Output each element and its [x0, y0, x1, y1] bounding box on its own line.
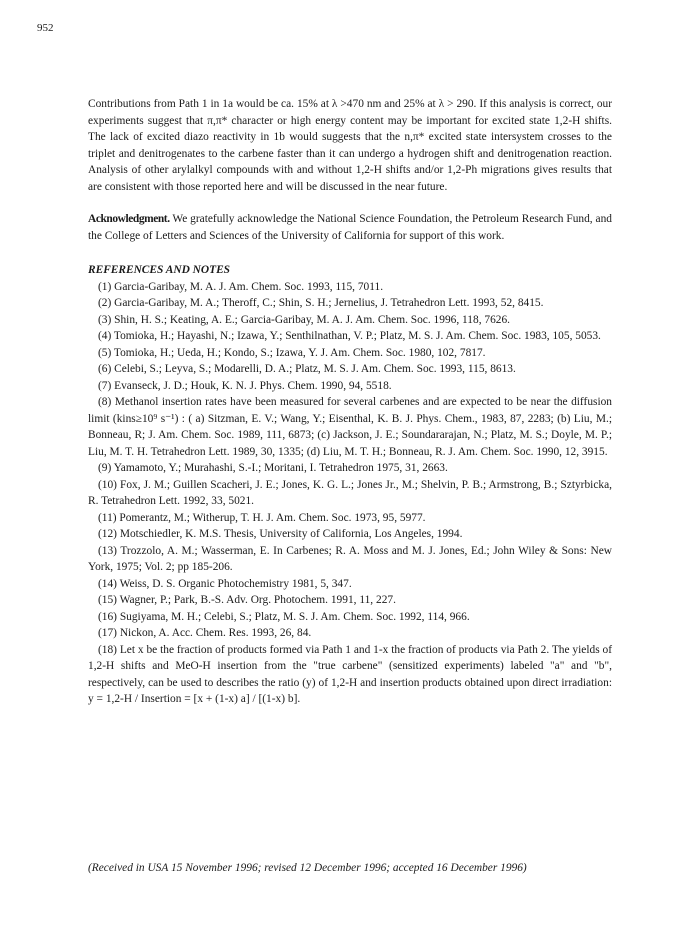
article-body [88, 96, 612, 708]
reference-item: (15) Wagner, P.; Park, B.-S. Adv. Org. Photochem. 1991, 11, 227. [98, 594, 396, 606]
page-number: 952 [37, 22, 54, 34]
reference-item: (1) Garcia-Garibay, M. A. J. Am. Chem. Soc. 1993, 115, 7011. [98, 280, 384, 293]
reference-item: (13) Trozzolo, A. M.; Wasserman, E. In Carbenes; R. A. Moss and M. J. Jones, Ed.; John Wiley & Sons: New York, 1975; Vol. 2; pp 185-206. [88, 544, 612, 573]
reference-item: (7) Evanseck, J. D.; Houk, K. N. J. Phys. Chem. 1990, 94, 5518. [98, 379, 392, 392]
reference-item: (6) Celebi, S.; Leyva, S.; Modarelli, D. A.; Platz, M. S. J. Am. Chem. Soc. 1993, 115, 8613. [98, 363, 516, 375]
reference-item: (12) Motschiedler, K. M.S. Thesis, University of California, Los Angeles, 1994. [98, 528, 463, 540]
reference-item: (11) Pomerantz, M.; Witherup, T. H. J. Am. Chem. Soc. 1973, 95, 5977. [98, 511, 426, 524]
body-paragraph: Contributions from Path 1 in 1a would be ca. 15% at λ >470 nm and 25% at λ > 290. If this analysis is correct, our experiments suggest that π,π* character or high energy content may be important for excited state 1,2-H shifts. The lack of excited diazo reactivity in 1b would suggests that the n,π* excited state intersystem crosses to the triplet and denitrogenates to the carbene faster than it can undergo a hydrogen shift and denitrogenation reaction. Analysis of other arylalkyl compounds with and without 1,2-H shifts and/or 1,2-Ph migrations gives results that are consistent with those reported here and will be discussed in the near future. [88, 98, 612, 193]
reference-item: (8) Methanol insertion rates have been measured for several carbenes and are expected to be near the diffusion limit (kins≥10⁹ s⁻¹) : ( a) Sitzman, E. V.; Wang, Y.; Eisenthal, K. B. J. Phys. Chem., 1983, 87, 2283; (b) Liu, M.; Bonneau, R; J. Am. Chem. Soc. 1989, 111, 6873; (c) Jackson, J. E.; Soundararajan, N.; Platz, M. S.; Doyle, M. P.; Liu, M. T. H. Tetrahedron Lett. 1989, 30, 1335; (d) Liu, M. T. H.; Bonneau, R. J. Am. Chem. Soc. 1990, 12, 3915. [88, 396, 612, 458]
reference-list [88, 279, 612, 708]
reference-item: (3) Shin, H. S.; Keating, A. E.; Garcia-Garibay, M. A. J. Am. Chem. Soc. 1996, 118, 7626. [98, 313, 511, 326]
reference-item: (2) Garcia-Garibay, M. A.; Theroff, C.; Shin, S. H.; Jernelius, J. Tetrahedron Lett. 1993, 52, 8415. [98, 297, 544, 309]
reference-item: (10) Fox, J. M.; Guillen Scacheri, J. E.; Jones, K. G. L.; Jones Jr., M.; Shelvin, P. B.; Armstrong, B.; Sztyrbicka, R. Tetrahedron Lett. 1992, 33, 5021. [88, 478, 612, 507]
reference-item: (17) Nickon, A. Acc. Chem. Res. 1993, 26, 84. [98, 627, 312, 639]
references-heading: REFERENCES AND NOTES [88, 264, 231, 276]
reference-item: (18) Let x be the fraction of products formed via Path 1 and 1-x the fraction of products via Path 2. The yields of 1,2-H shifts and MeO-H insertion from the "true carbene" (sensitized experiments) labeled "a" and "b", respectively, can be used to describes the ratio (y) of 1,2-H and insertion products obtained upon direct irradiation: y = 1,2-H / Insertion = [x + (1-x) a] / [(1-x) b]. [88, 643, 612, 705]
acknowledgment-text: We gratefully acknowledge the National Science Foundation, the Petroleum Research Fund, and the College of Letters and Sciences of the University of California for support of this work. [88, 213, 612, 242]
reference-item: (14) Weiss, D. S. Organic Photochemistry 1981, 5, 347. [98, 577, 352, 590]
reference-item: (9) Yamamoto, Y.; Murahashi, S.-I.; Moritani, I. Tetrahedron 1975, 31, 2663. [98, 462, 448, 474]
acknowledgment [88, 211, 612, 244]
acknowledgment-heading: Acknowledgment. [88, 213, 170, 225]
reference-item: (16) Sugiyama, M. H.; Celebi, S.; Platz, M. S. J. Am. Chem. Soc. 1992, 114, 966. [98, 610, 470, 623]
reference-item: (4) Tomioka, H.; Hayashi, N.; Izawa, Y.; Senthilnathan, V. P.; Platz, M. S. J. Am. Chem. Soc. 1983, 105, 5053. [98, 330, 601, 342]
received-dates: (Received in USA 15 November 1996; revised 12 December 1996; accepted 16 December 1996) [88, 862, 527, 874]
reference-item: (5) Tomioka, H.; Ueda, H.; Kondo, S.; Izawa, Y. J. Am. Chem. Soc. 1980, 102, 7817. [98, 346, 486, 359]
